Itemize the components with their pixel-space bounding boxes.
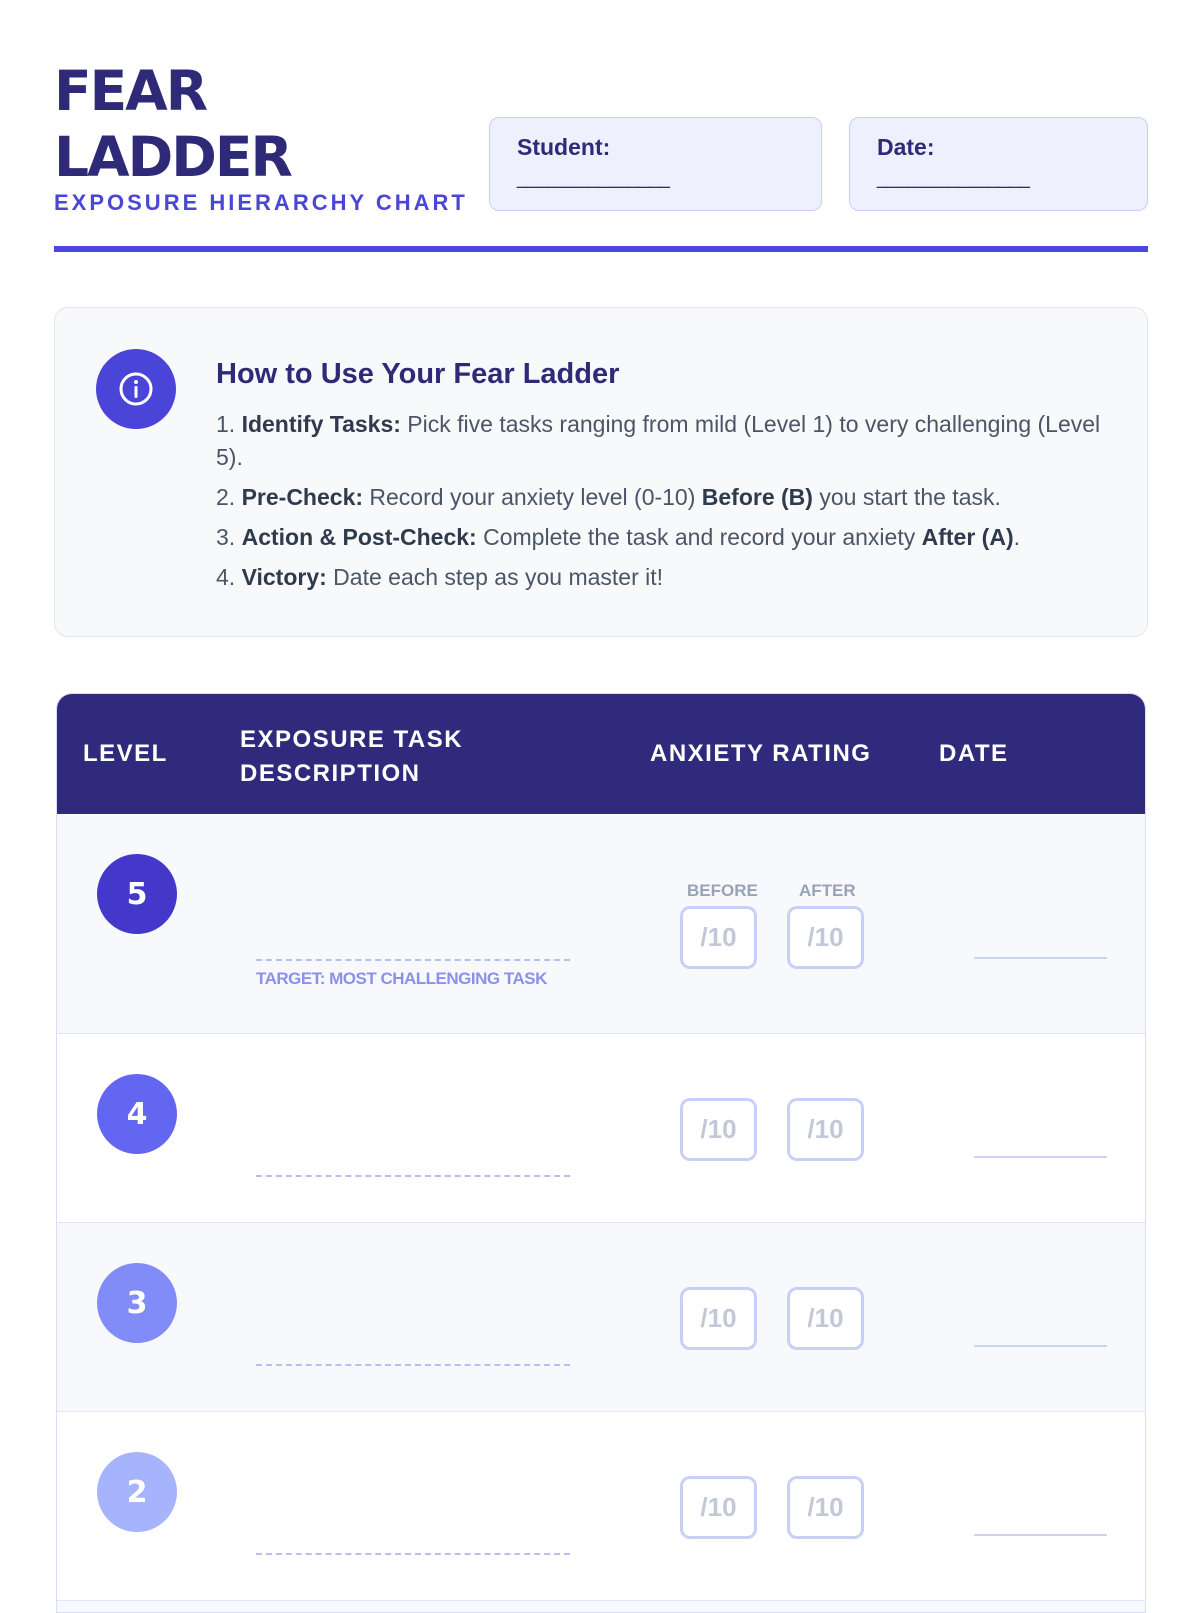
level-badge: 2 — [97, 1452, 177, 1532]
page-title — [54, 58, 291, 190]
student-field[interactable] — [489, 117, 822, 211]
table-row — [57, 1034, 1145, 1223]
student-label: Student: — [517, 134, 611, 160]
page-subtitle: EXPOSURE HIERARCHY CHART — [54, 190, 468, 215]
before-score-input[interactable]: /10 — [680, 1476, 757, 1539]
date-input-line[interactable] — [974, 1156, 1107, 1158]
worksheet-page — [54, 0, 1148, 1522]
table-row — [57, 814, 1145, 1034]
instruction-step-4: 4. Victory: Date each step as you master it! — [216, 564, 664, 590]
column-header-date: DATE — [939, 740, 1009, 767]
task-hint: TARGET: MOST CHALLENGING TASK — [256, 969, 547, 988]
task-input-line[interactable] — [256, 1553, 570, 1555]
student-blank: _______________ — [517, 167, 669, 189]
instruction-step-1: 1. Identify Tasks: Pick five tasks ranging from mild (Level 1) to very challenging (Level 5). — [216, 411, 1101, 470]
column-header-level: LEVEL — [83, 740, 168, 767]
task-input-line[interactable] — [256, 1364, 570, 1366]
task-input-line[interactable] — [256, 959, 570, 961]
after-score-input[interactable]: /10 — [787, 1476, 864, 1539]
header — [54, 0, 1148, 255]
title-line-1: FEAR — [54, 59, 207, 123]
after-score-input[interactable]: /10 — [787, 906, 864, 969]
date-label: Date: — [877, 134, 935, 160]
date-input-line[interactable] — [974, 957, 1107, 959]
instructions-box — [54, 307, 1148, 637]
column-header-task: EXPOSURE TASK DESCRIPTION — [240, 726, 464, 787]
level-badge: 4 — [97, 1074, 177, 1154]
instruction-step-2: 2. Pre-Check: Record your anxiety level (0-10) Before (B) you start the task. — [216, 484, 1001, 510]
instructions-list — [216, 408, 1111, 601]
after-caption: AFTER — [799, 881, 856, 900]
before-score-input[interactable]: /10 — [680, 1287, 757, 1350]
table-body — [57, 814, 1145, 1601]
table-header — [57, 694, 1145, 814]
instructions-title: How to Use Your Fear Ladder — [216, 358, 620, 390]
before-caption: BEFORE — [687, 881, 758, 900]
date-field[interactable] — [849, 117, 1148, 211]
info-icon — [96, 349, 176, 429]
date-input-line[interactable] — [974, 1345, 1107, 1347]
header-divider — [54, 246, 1148, 252]
instruction-step-3: 3. Action & Post-Check: Complete the task and record your anxiety After (A). — [216, 524, 1021, 550]
task-input-line[interactable] — [256, 1175, 570, 1177]
table-row — [57, 1412, 1145, 1601]
date-blank: _______________ — [877, 167, 1029, 189]
before-score-input[interactable]: /10 — [680, 906, 757, 969]
after-score-input[interactable]: /10 — [787, 1098, 864, 1161]
fear-ladder-table — [56, 693, 1146, 1613]
column-header-anxiety: ANXIETY RATING — [650, 740, 872, 767]
title-line-2: LADDER — [54, 125, 291, 189]
table-row — [57, 1223, 1145, 1412]
level-badge: 3 — [97, 1263, 177, 1343]
before-score-input[interactable]: /10 — [680, 1098, 757, 1161]
after-score-input[interactable]: /10 — [787, 1287, 864, 1350]
date-input-line[interactable] — [974, 1534, 1107, 1536]
level-badge: 5 — [97, 854, 177, 934]
